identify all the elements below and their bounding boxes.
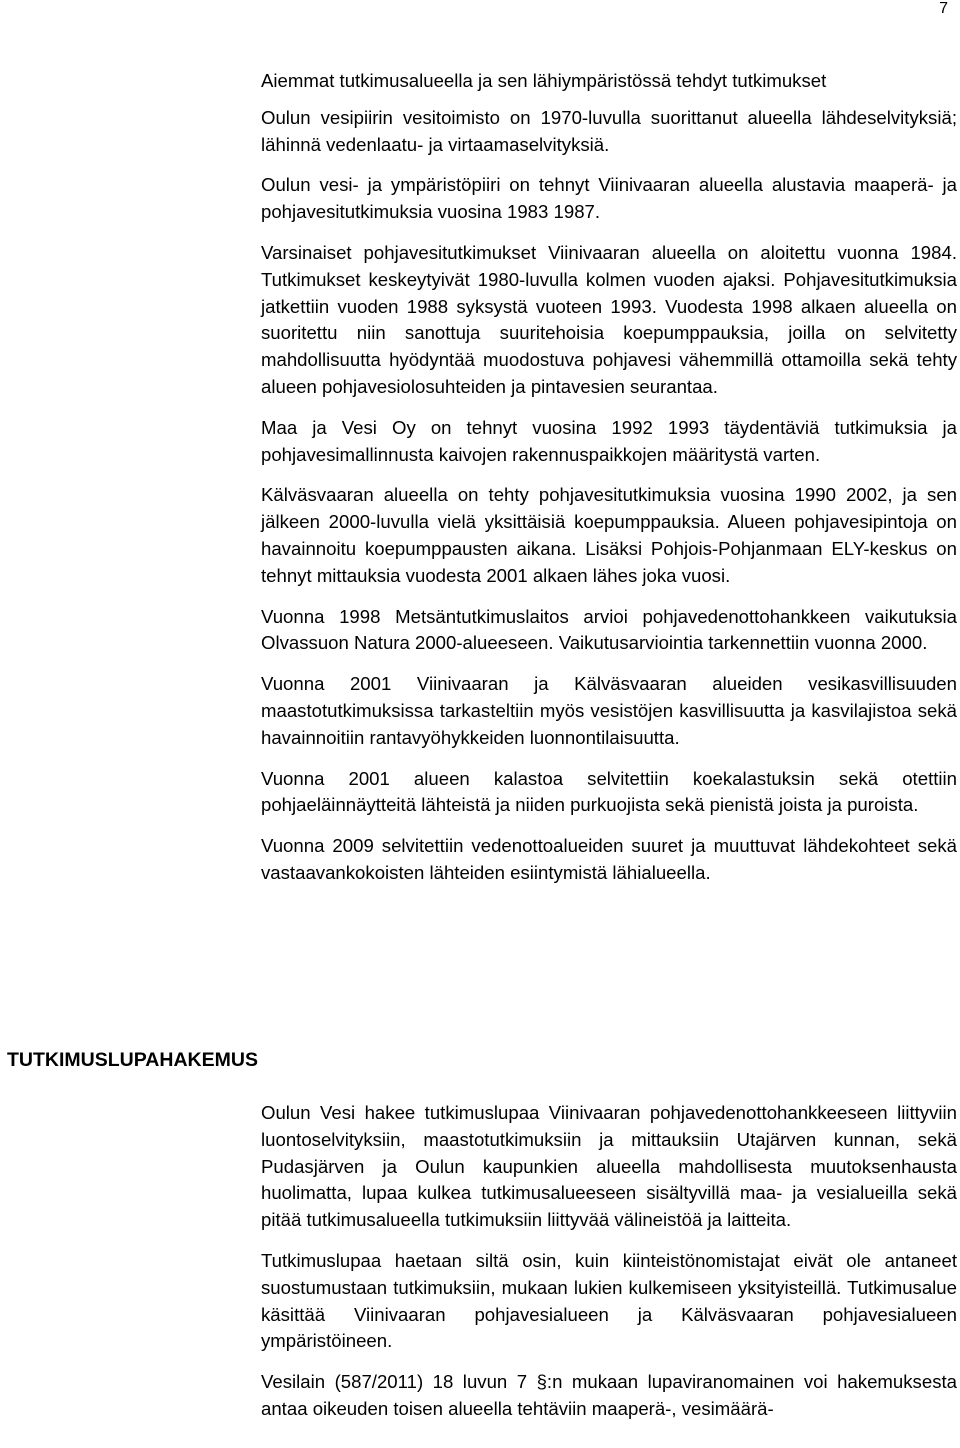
paragraph: Oulun Vesi hakee tutkimuslupaa Viinivaaran pohjavedenottohankkeeseen liittyviin luontoselvityksiin, maastotutkimuksiin ja mittauksiin Utajärven kunnan, sekä Pudasjärven ja Oulun kaupunkien alueella mahdollisesta muutoksenhausta huolimatta, lupaa kulkea tutkimusalueeseen sisältyvillä maa- ja vesialueilla sekä pitää tutkimusalueella tutkimuksiin liittyvää välineistöä ja laitteita.	[261, 1102, 957, 1231]
paragraph: Maa ja Vesi Oy on tehnyt vuosina 1992 1993 täydentäviä tutkimuksia ja pohjavesimallinnusta kaivojen rakennuspaikkojen määritystä varten.	[261, 416, 957, 465]
paragraph: Vuonna 2001 Viinivaaran ja Kälväsvaaran alueiden vesikasvillisuuden maastotutkimuksissa tarkasteltiin myös vesistöjen kasvillisuutta ja kasvilajistoa sekä havainnoitiin rantavyöhykkeiden luonnontilaisuutta.	[261, 673, 957, 748]
paragraph: Vuonna 2009 selvitettiin vedenottoalueiden suuret ja muuttuvat lähdekohteet sekä vastaavankokoisten lähteiden esiintymistä lähialueella.	[261, 835, 957, 883]
permit-application-section	[261, 1100, 957, 1437]
paragraph: Vesilain (587/2011) 18 luvun 7 §:n mukaan lupaviranomainen voi hakemuksesta antaa oikeuden toisen alueella tehtäviin maaperä-, vesimäärä-	[261, 1371, 957, 1419]
paragraph: Varsinaiset pohjavesitutkimukset Viinivaaran alueella on aloitettu vuonna 1984. Tutkimukset keskeytyivät 1980-luvulla kolmen vuoden ajaksi. Pohjavesitutkimuksia jatkettiin vuoden 1988 syksystä vuoteen 1993. Vuodesta 1998 alkaen alueella on suoritettu niin sanottuja suuritehoisia koepumppauksia, joilla on selvitetty mahdollisuutta hyödyntää muodostuva pohjavesi vähemmillä ottamoilla sekä tehty alueen pohjavesiolosuhteiden ja pintavesien seurantaa.	[261, 241, 957, 397]
paragraph: Oulun vesipiirin vesitoimisto on 1970-luvulla suorittanut alueella lähdeselvityksiä; lähinnä vedenlaatu- ja virtaamaselvityksiä.	[261, 106, 957, 155]
section-heading: TUTKIMUSLUPAHAKEMUS	[7, 1049, 258, 1071]
section-subheading: Aiemmat tutkimusalueella ja sen lähiympäristössä tehdyt tutkimukset	[261, 70, 827, 91]
paragraph: Vuonna 2001 alueen kalastoa selvitettiin koekalastuksin sekä otettiin pohjaeläinnäytteitä lähteistä ja niiden purkuojista sekä pienistä joista ja puroista.	[261, 767, 957, 816]
paragraph: Kälväsvaaran alueella on tehty pohjavesitutkimuksia vuosina 1990 2002, ja sen jälkeen 2000-luvulla vielä yksittäisiä koepumppauksia. Alueen pohjavesipintoja on havainnoitu koepumppausten aikana. Lisäksi Pohjois-Pohjanmaan ELY-keskus on tehnyt mittauksia vuodesta 2001 alkaen lähes joka vuosi.	[261, 484, 957, 586]
page-number: 7	[939, 0, 948, 17]
paragraph: Oulun vesi- ja ympäristöpiiri on tehnyt Viinivaaran alueella alustavia maaperä- ja pohjavesitutkimuksia vuosina 1983 1987.	[261, 174, 957, 223]
paragraph: Vuonna 1998 Metsäntutkimuslaitos arvioi pohjavedenottohankkeen vaikutuksia Olvassuon Natura 2000-alueeseen. Vaikutusarviointia tarkennettiin vuonna 2000.	[261, 605, 957, 654]
paragraph: Tutkimuslupaa haetaan siltä osin, kuin kiinteistönomistajat eivät ole antaneet suostumustaan tutkimuksiin, mukaan lukien kulkemiseen yksityisteillä. Tutkimusalue käsittää Viinivaaran pohjavesialueen ja Kälväsvaaran pohjavesialueen ympäristöineen.	[261, 1249, 957, 1352]
previous-studies-section	[261, 68, 957, 901]
